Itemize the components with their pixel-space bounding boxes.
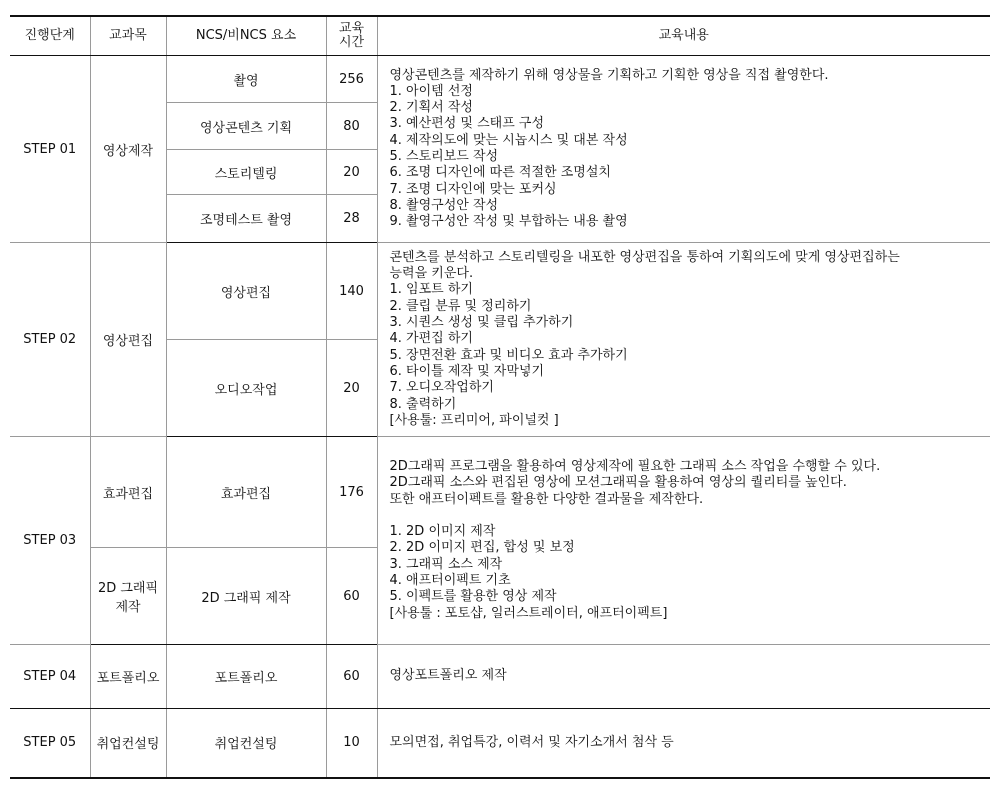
table-row bbox=[10, 645, 990, 709]
hours-cell: 176 bbox=[326, 437, 377, 548]
content-line: 2. 기획서 작성 bbox=[389, 100, 473, 116]
stage-cell: STEP 04 bbox=[10, 645, 90, 709]
content-line: 8. 촬영구성안 작성 bbox=[389, 197, 499, 213]
content-cell bbox=[377, 437, 990, 645]
table-row bbox=[10, 243, 990, 340]
subject-cell: 취업컨설팅 bbox=[90, 709, 166, 778]
content-line: [사용툴 : 포토샵, 일러스트레이터, 애프터이펙트] bbox=[389, 605, 668, 621]
content-line: 5. 이펙트를 활용한 영상 제작 bbox=[389, 589, 557, 605]
content-line: 또한 애프터이펙트를 활용한 다양한 결과물을 제작한다. bbox=[389, 491, 704, 507]
content-line: 7. 오디오작업하기 bbox=[389, 380, 494, 396]
content-line: 6. 타이틀 제작 및 자막넣기 bbox=[389, 363, 545, 379]
content-line: 2. 2D 이미지 편집, 합성 및 보정 bbox=[389, 540, 575, 556]
header-row bbox=[10, 16, 990, 56]
hours-cell: 28 bbox=[326, 195, 377, 243]
module-cell: 조명테스트 촬영 bbox=[166, 195, 326, 243]
content-line: 1. 아이템 선정 bbox=[389, 83, 473, 99]
blank-line bbox=[390, 508, 991, 524]
content-line: 4. 가편집 하기 bbox=[389, 331, 473, 347]
module-cell: 오디오작업 bbox=[166, 340, 326, 437]
content-line: 2D그래픽 소스와 편집된 영상에 모션그래픽을 활용하여 영상의 퀄리티를 높인다. bbox=[389, 475, 847, 491]
hours-cell: 80 bbox=[326, 103, 377, 150]
hours-cell: 20 bbox=[326, 340, 377, 437]
content-line: 8. 출력하기 bbox=[389, 396, 457, 412]
content-line: 영상콘텐츠를 제작하기 위해 영상물을 기획하고 기획한 영상을 직접 촬영한다. bbox=[389, 67, 829, 83]
header-ncs: NCS/비NCS 요소 bbox=[166, 16, 326, 56]
header-stage: 진행단계 bbox=[10, 16, 90, 56]
content-line: 6. 조명 디자인에 따른 적절한 조명설치 bbox=[389, 165, 611, 181]
content-cell bbox=[377, 243, 990, 437]
content-cell: 모의면접, 취업특강, 이력서 및 자기소개서 첨삭 등 bbox=[377, 709, 990, 778]
subject-cell: 효과편집 bbox=[90, 437, 166, 548]
content-cell: 영상포트폴리오 제작 bbox=[377, 645, 990, 709]
stage-cell: STEP 02 bbox=[10, 243, 90, 437]
stage-cell: STEP 03 bbox=[10, 437, 90, 645]
content-line: 9. 촬영구성안 작성 및 부합하는 내용 촬영 bbox=[389, 214, 628, 230]
content-line: 5. 장면전환 효과 및 비디오 효과 추가하기 bbox=[389, 347, 628, 363]
subject-cell bbox=[90, 548, 166, 645]
subject-line: 제작 bbox=[115, 600, 141, 615]
module-cell: 촬영 bbox=[166, 56, 326, 103]
curriculum-table-container bbox=[10, 15, 990, 779]
stage-cell: STEP 05 bbox=[10, 709, 90, 778]
header-hours-line2: 시간 bbox=[338, 35, 365, 50]
hours-cell: 60 bbox=[326, 645, 377, 709]
curriculum-table bbox=[10, 15, 990, 779]
content-line: 콘텐츠를 분석하고 스토리텔링을 내포한 영상편집을 통하여 기획의도에 맞게 영상편집하는 bbox=[389, 249, 900, 265]
hours-cell: 256 bbox=[326, 56, 377, 103]
subject-cell: 포트폴리오 bbox=[90, 645, 166, 709]
content-line: 3. 그래픽 소스 제작 bbox=[389, 556, 503, 572]
content-line: 1. 임포트 하기 bbox=[389, 282, 473, 298]
content-line: 5. 스토리보드 작성 bbox=[389, 149, 499, 164]
hours-cell: 10 bbox=[326, 709, 377, 778]
header-subject: 교과목 bbox=[90, 16, 166, 56]
content-line: [사용툴: 프리미어, 파이널컷 ] bbox=[389, 412, 559, 428]
subject-cell: 영상편집 bbox=[90, 243, 166, 437]
content-line: 4. 제작의도에 맞는 시놉시스 및 대본 작성 bbox=[389, 132, 628, 148]
header-hours bbox=[326, 16, 377, 56]
content-cell bbox=[377, 56, 990, 243]
content-line: 3. 예산편성 및 스태프 구성 bbox=[389, 116, 545, 132]
content-line: 7. 조명 디자인에 맞는 포커싱 bbox=[389, 181, 557, 197]
table-row bbox=[10, 56, 990, 103]
module-cell: 취업컨설팅 bbox=[166, 709, 326, 778]
subject-cell: 영상제작 bbox=[90, 56, 166, 243]
module-cell: 2D 그래픽 제작 bbox=[166, 548, 326, 645]
header-hours-line1: 교육 bbox=[338, 21, 365, 36]
content-line: 3. 시퀀스 생성 및 클립 추가하기 bbox=[389, 315, 574, 331]
content-line: 능력을 키운다. bbox=[389, 266, 474, 282]
module-cell: 영상편집 bbox=[166, 243, 326, 340]
module-cell: 스토리텔링 bbox=[166, 150, 326, 195]
hours-cell: 20 bbox=[326, 150, 377, 195]
header-content: 교육내용 bbox=[377, 16, 990, 56]
content-line: 2D그래픽 프로그램을 활용하여 영상제작에 필요한 그래픽 소스 작업을 수행할 수 있다. bbox=[389, 459, 881, 475]
module-cell: 영상콘텐츠 기획 bbox=[166, 103, 326, 150]
hours-cell: 140 bbox=[326, 243, 377, 340]
content-line: 2. 클립 분류 및 정리하기 bbox=[389, 298, 532, 314]
table-row bbox=[10, 437, 990, 548]
content-line: 1. 2D 이미지 제작 bbox=[389, 524, 496, 540]
subject-line: 2D 그래픽 bbox=[97, 581, 159, 596]
table-row bbox=[10, 709, 990, 778]
content-line: 4. 애프터이펙트 기초 bbox=[389, 572, 511, 588]
stage-cell: STEP 01 bbox=[10, 56, 90, 243]
hours-cell: 60 bbox=[326, 548, 377, 645]
module-cell: 효과편집 bbox=[166, 437, 326, 548]
module-cell: 포트폴리오 bbox=[166, 645, 326, 709]
